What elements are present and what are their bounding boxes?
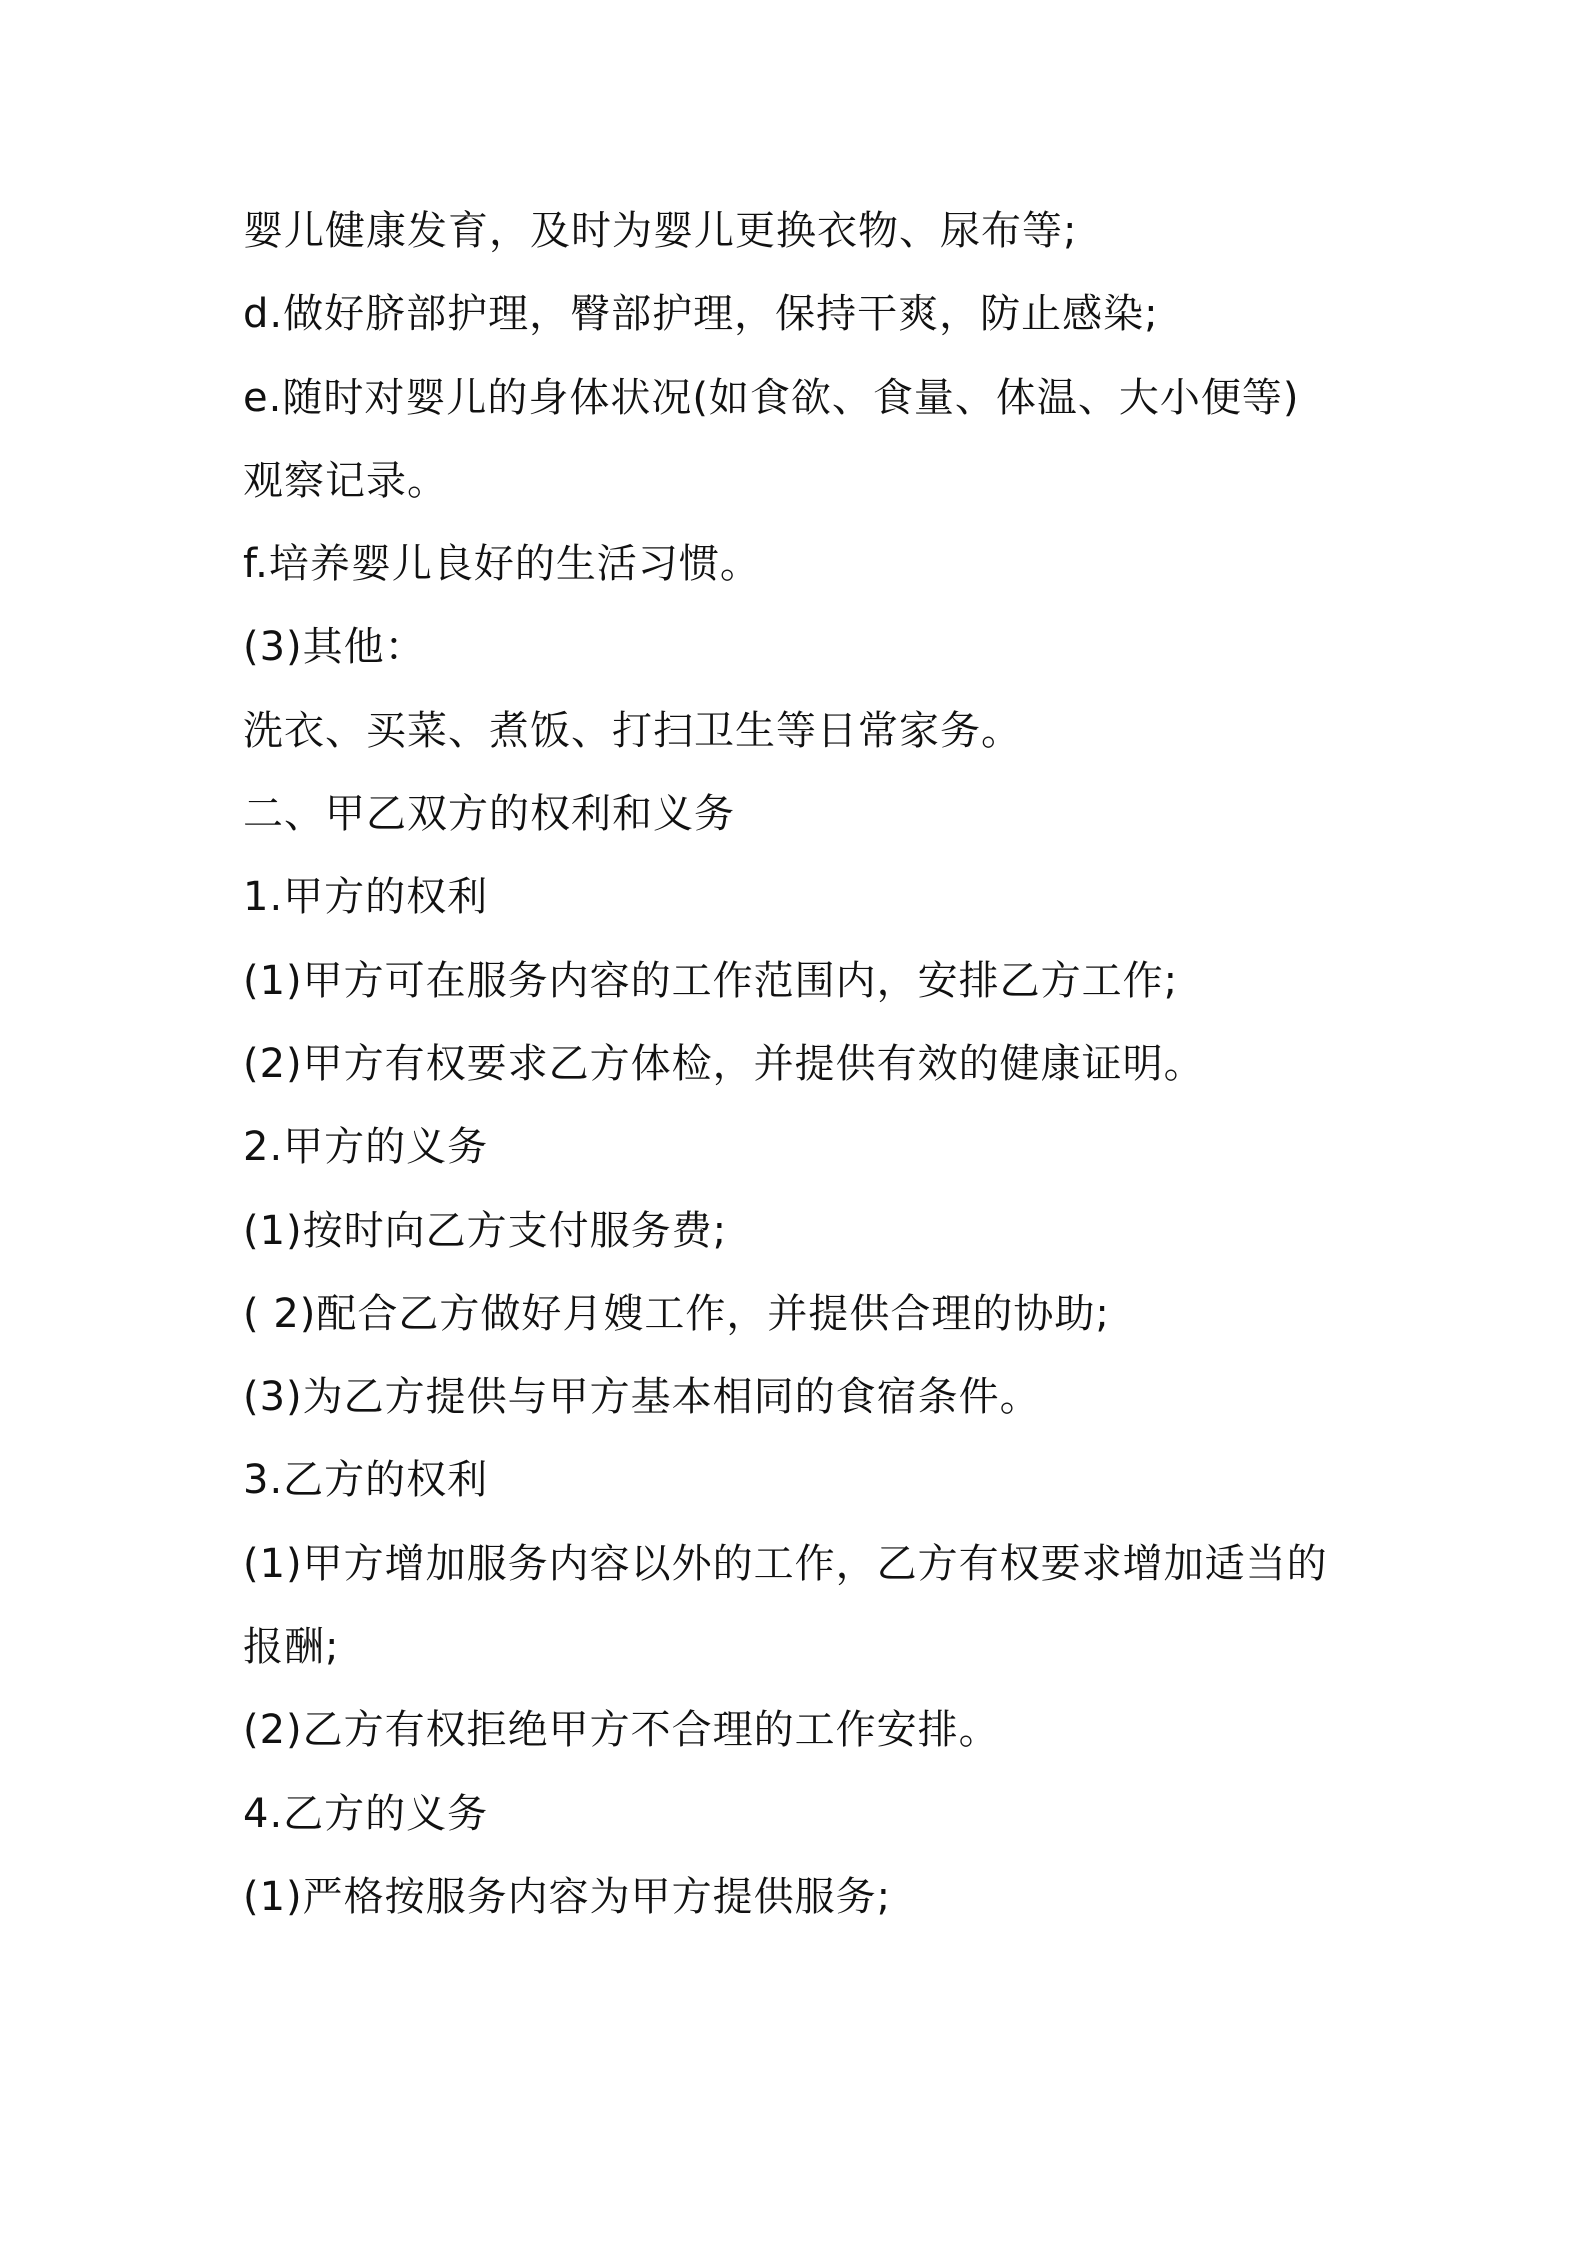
section-heading: 二、甲乙双方的权利和义务: [243, 791, 735, 838]
subsection-heading: 3.乙方的权利: [243, 1457, 489, 1504]
text-line: (1)甲方可在服务内容的工作范围内，安排乙方工作;: [243, 957, 1179, 1004]
text-line: 洗衣、买菜、煮饭、打扫卫生等日常家务。: [243, 707, 1022, 754]
document-body: [243, 190, 1363, 1939]
text-line: ( 2)配合乙方做好月嫂工作，并提供合理的协助;: [243, 1290, 1110, 1337]
text-line: (2)乙方有权拒绝甲方不合理的工作安排。: [243, 1707, 1000, 1754]
text-line: e.随时对婴儿的身体状况(如食欲、食量、体温、大小便等): [243, 374, 1300, 421]
text-line: (1)甲方增加服务内容以外的工作，乙方有权要求增加适当的: [243, 1540, 1328, 1587]
text-line: (1)按时向乙方支付服务费;: [243, 1207, 728, 1254]
text-line: (3)为乙方提供与甲方基本相同的食宿条件。: [243, 1374, 1041, 1421]
text-line: f.培养婴儿良好的生活习惯。: [243, 541, 761, 588]
text-line: 观察记录。: [243, 457, 448, 504]
text-line: (2)甲方有权要求乙方体检，并提供有效的健康证明。: [243, 1040, 1205, 1087]
text-line: 报酬;: [243, 1624, 340, 1671]
subsection-heading: (3)其他：: [243, 624, 426, 671]
text-line: d.做好脐部护理，臀部护理，保持干爽，防止感染;: [243, 291, 1159, 338]
subsection-heading: 1.甲方的权利: [243, 874, 489, 921]
subsection-heading: 4.乙方的义务: [243, 1790, 489, 1837]
text-line: 婴儿健康发育，及时为婴儿更换衣物、尿布等;: [243, 208, 1078, 254]
text-line: (1)严格按服务内容为甲方提供服务;: [243, 1873, 892, 1920]
subsection-heading: 2.甲方的义务: [243, 1124, 489, 1171]
